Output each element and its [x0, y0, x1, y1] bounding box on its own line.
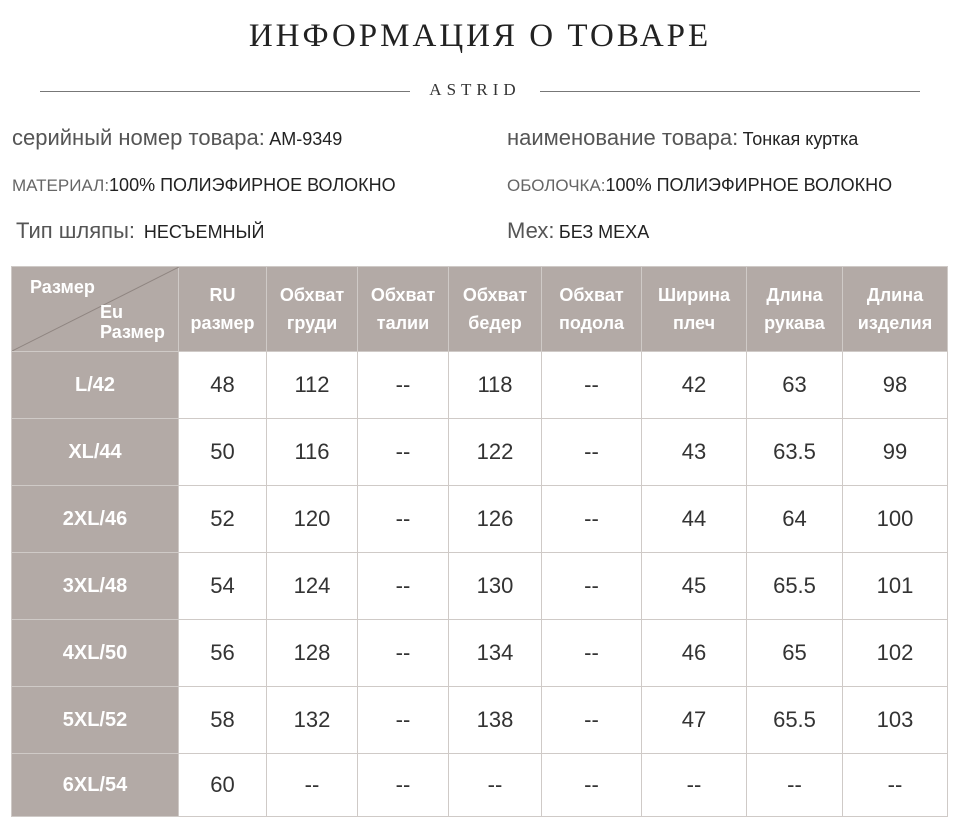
column-header: Обхват талии: [358, 267, 449, 352]
table-cell: --: [642, 754, 747, 817]
table-cell: --: [358, 553, 449, 620]
table-cell: --: [358, 754, 449, 817]
table-cell: --: [358, 419, 449, 486]
shell-label: ОБОЛОЧКА:: [507, 176, 606, 195]
column-header: Обхват подола: [542, 267, 642, 352]
table-cell: 64: [747, 486, 843, 553]
table-cell: 118: [449, 352, 542, 419]
table-row: [12, 419, 948, 486]
table-cell: 124: [267, 553, 358, 620]
table-cell: 43: [642, 419, 747, 486]
table-cell: 65: [747, 620, 843, 687]
column-header: Обхват бедер: [449, 267, 542, 352]
serial-number-row: [12, 125, 342, 151]
table-cell: 134: [449, 620, 542, 687]
table-row: [12, 486, 948, 553]
table-cell: 120: [267, 486, 358, 553]
size-table-body: [12, 352, 948, 817]
table-cell: 63.5: [747, 419, 843, 486]
table-cell: 128: [267, 620, 358, 687]
table-cell: --: [542, 754, 642, 817]
fur-value: БЕЗ МЕХА: [558, 222, 650, 242]
hat-type-row: [16, 218, 264, 244]
table-cell: 112: [267, 352, 358, 419]
divider-right: [540, 91, 920, 92]
table-cell: 47: [642, 687, 747, 754]
size-label-cell: XL/44: [12, 419, 179, 486]
table-cell: 65.5: [747, 553, 843, 620]
table-cell: --: [358, 486, 449, 553]
table-cell: --: [449, 754, 542, 817]
table-cell: 122: [449, 419, 542, 486]
table-cell: 48: [179, 352, 267, 419]
size-label-cell: 5XL/52: [12, 687, 179, 754]
table-cell: 46: [642, 620, 747, 687]
serial-value: AM-9349: [269, 129, 343, 149]
table-cell: 98: [843, 352, 948, 419]
size-label-cell: 4XL/50: [12, 620, 179, 687]
table-row: [12, 754, 948, 817]
serial-label: серийный номер товара:: [12, 125, 265, 150]
table-cell: 56: [179, 620, 267, 687]
hat-type-label: Тип шляпы:: [16, 218, 136, 243]
corner-eu-size-label: Размер: [100, 322, 165, 342]
size-label-cell: L/42: [12, 352, 179, 419]
table-cell: --: [542, 553, 642, 620]
table-cell: 99: [843, 419, 948, 486]
size-label-cell: 6XL/54: [12, 754, 179, 817]
fur-label: Мех:: [507, 218, 555, 243]
table-cell: --: [747, 754, 843, 817]
table-cell: --: [542, 352, 642, 419]
table-cell: 58: [179, 687, 267, 754]
table-cell: --: [358, 620, 449, 687]
table-cell: 65.5: [747, 687, 843, 754]
size-label-cell: 2XL/46: [12, 486, 179, 553]
table-cell: 126: [449, 486, 542, 553]
table-row: [12, 620, 948, 687]
divider-left: [40, 91, 410, 92]
table-cell: 45: [642, 553, 747, 620]
table-cell: --: [358, 687, 449, 754]
column-header: Длина рукава: [747, 267, 843, 352]
column-header: Обхват груди: [267, 267, 358, 352]
material-label: МАТЕРИАЛ:: [12, 176, 110, 195]
table-cell: 116: [267, 419, 358, 486]
product-name-row: [507, 125, 858, 151]
table-cell: 102: [843, 620, 948, 687]
table-cell: 138: [449, 687, 542, 754]
corner-eu-label: Eu: [100, 302, 124, 322]
table-cell: --: [843, 754, 948, 817]
table-header-row: [12, 267, 948, 352]
table-cell: 60: [179, 754, 267, 817]
fur-row: [507, 218, 649, 244]
table-cell: --: [542, 486, 642, 553]
size-label-cell: 3XL/48: [12, 553, 179, 620]
shell-row: [507, 175, 892, 196]
table-row: [12, 352, 948, 419]
table-cell: 54: [179, 553, 267, 620]
product-name-label: наименование товара:: [507, 125, 739, 150]
page-title: ИНФОРМАЦИЯ О ТОВАРЕ: [248, 18, 712, 54]
column-header: RU размер: [179, 267, 267, 352]
table-cell: --: [542, 687, 642, 754]
material-row: [12, 175, 396, 196]
table-cell: 50: [179, 419, 267, 486]
hat-type-value: НЕСЪЕМНЫЙ: [143, 222, 265, 242]
brand-name: ASTRID: [429, 80, 521, 99]
table-cell: 52: [179, 486, 267, 553]
corner-header-cell: [12, 267, 179, 352]
table-cell: 63: [747, 352, 843, 419]
column-header: Длина изделия: [843, 267, 948, 352]
table-cell: 101: [843, 553, 948, 620]
shell-value: 100% ПОЛИЭФИРНОЕ ВОЛОКНО: [605, 175, 893, 195]
corner-size-label: Размер: [30, 277, 95, 297]
table-cell: 132: [267, 687, 358, 754]
table-cell: --: [542, 620, 642, 687]
table-cell: 103: [843, 687, 948, 754]
table-cell: --: [542, 419, 642, 486]
column-header: Ширина плеч: [642, 267, 747, 352]
table-cell: 130: [449, 553, 542, 620]
table-cell: --: [267, 754, 358, 817]
table-cell: 100: [843, 486, 948, 553]
product-name-value: Тонкая куртка: [742, 129, 859, 149]
material-value: 100% ПОЛИЭФИРНОЕ ВОЛОКНО: [109, 175, 396, 195]
table-cell: 42: [642, 352, 747, 419]
table-row: [12, 687, 948, 754]
table-row: [12, 553, 948, 620]
size-chart-table: [11, 266, 948, 817]
table-cell: 44: [642, 486, 747, 553]
table-cell: --: [358, 352, 449, 419]
